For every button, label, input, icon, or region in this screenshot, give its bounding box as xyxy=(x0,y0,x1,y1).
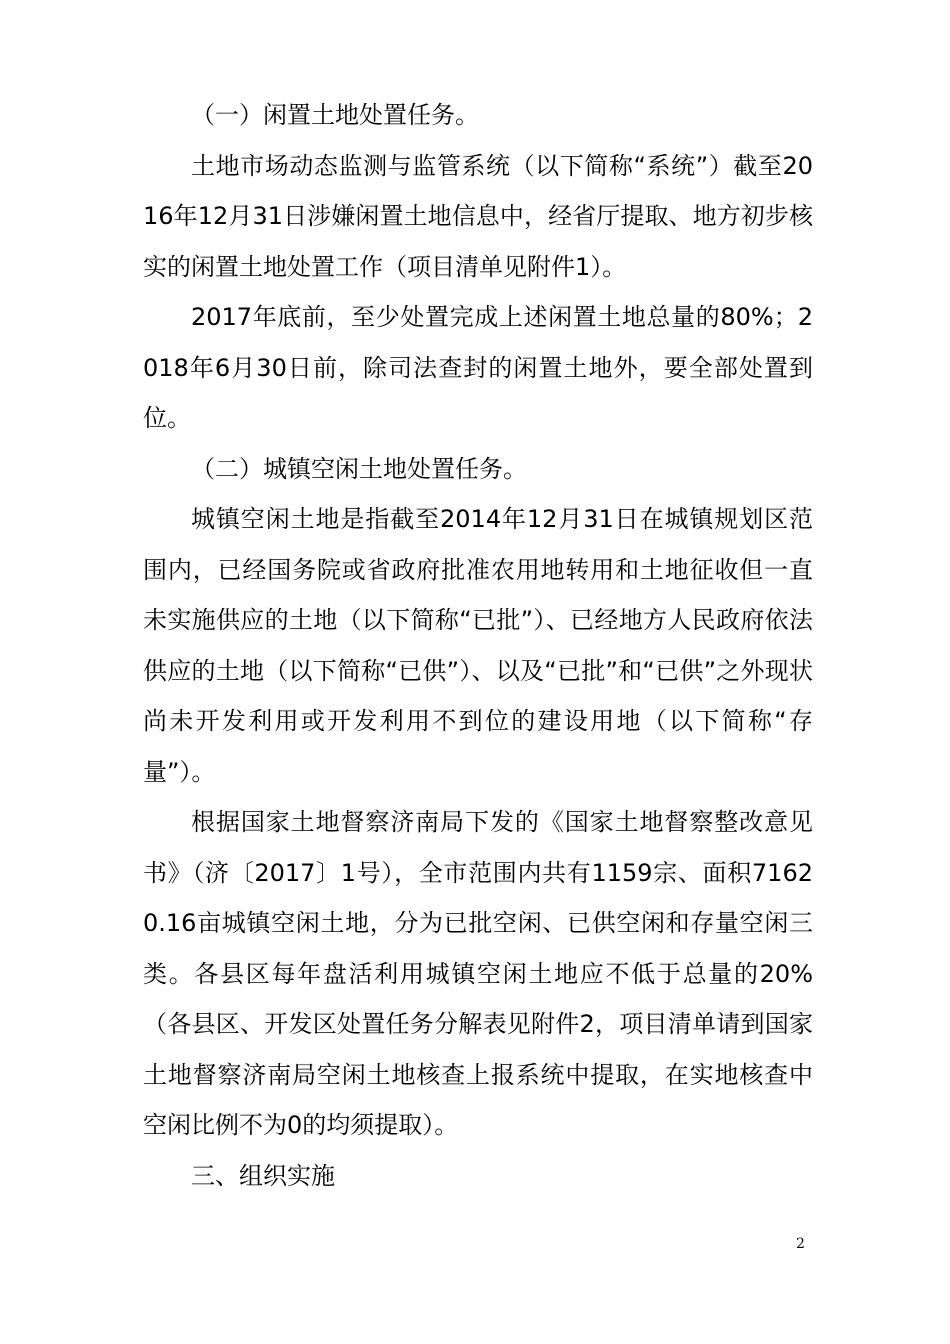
page-number: 2 xyxy=(796,1236,805,1252)
paragraph-urban-vacant-definition: 城镇空闲土地是指截至2014年12月31日在城镇规划区范围内，已经国务院或省政府批准农用地转用和土地征收但一直未实施供应的土地（以下简称“已批”）、已经地方人民政府依法供应的土地（以下简称“已供”）、以及“已批”和“已供”之外现状尚未开发利用或开发利用不到位的建设用地（以下简称“存量”）。 xyxy=(143,505,813,786)
heading-organization: 三、组织实施 xyxy=(191,1161,335,1190)
heading-urban-vacant-land-task: （二）城镇空闲土地处置任务。 xyxy=(191,454,527,483)
heading-idle-land-task: （一）闲置土地处置任务。 xyxy=(191,101,479,129)
paragraph-monitoring-system: 土地市场动态监测与监管系统（以下简称“系统”）截至2016年12月31日涉嫌闲置土地信息中，经省厅提取、地方初步核实的闲置土地处置工作（项目清单见附件1）。 xyxy=(143,151,813,281)
paragraph-rectification-notice: 根据国家土地督察济南局下发的《国家土地督察整改意见书》（济〔2017〕1号），全市范围内共有1159宗、面积71620.16亩城镇空闲土地，分为已批空闲、已供空闲和存量空闲三类。各县区每年盘活利用城镇空闲土地应不低于总量的20%（各县区、开发区处置任务分解表见附件2，项目清单请到国家土地督察济南局空闲土地核查上报系统中提取，在实地核查中空闲比例不为0的均须提取）。 xyxy=(143,808,813,1139)
paragraph-deadlines: 2017年底前，至少处置完成上述闲置土地总量的80%；2018年6月30日前，除司法查封的闲置土地外，要全部处置到位。 xyxy=(143,303,813,432)
body-text xyxy=(143,90,813,1201)
